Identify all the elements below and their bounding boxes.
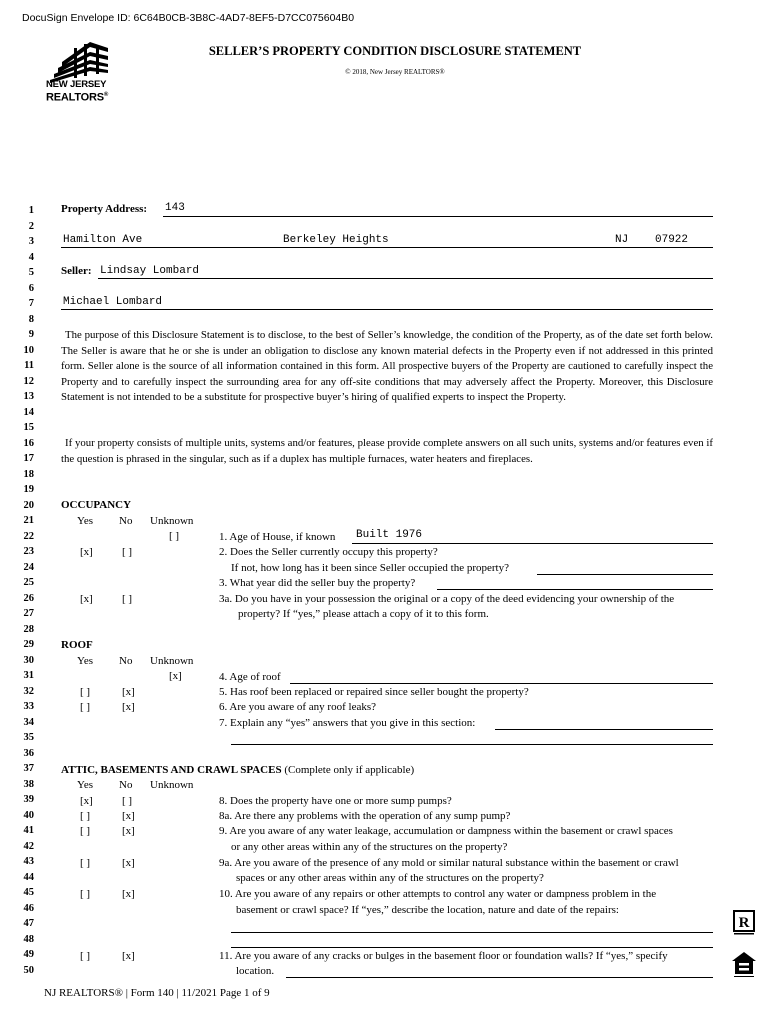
line-number: 34 (23, 716, 34, 728)
svg-text:R: R (738, 915, 750, 931)
q5-text: 5. Has roof been replaced or repaired since seller bought the property? (219, 686, 529, 698)
q9a2-text: spaces or any other areas within any of the structures on the property? (236, 872, 544, 884)
q8a-no-checkbox[interactable]: [x] (122, 810, 135, 822)
line-number: 35 (23, 732, 34, 743)
q8a-text: 8a. Are there any problems with the operation of any sump pump? (219, 810, 511, 822)
q8-no-checkbox[interactable]: [ ] (122, 795, 133, 807)
q9-text: 9. Are you aware of any water leakage, accumulation or dampness within the basement or crawl spaces (219, 825, 673, 837)
attic-unknown-header: Unknown (150, 779, 194, 791)
line-number: 33 (23, 701, 34, 712)
line-number: 17 (23, 453, 34, 464)
seller-label: Seller: (61, 265, 92, 277)
q9a-no-checkbox[interactable]: [x] (122, 857, 135, 869)
q10-text: 10. Are you aware of any repairs or other attempts to control any water or dampness problem in the (219, 888, 657, 900)
attic-no-header: No (119, 779, 133, 791)
occupancy-unknown-header: Unknown (150, 515, 194, 527)
line-number: 31 (23, 670, 34, 681)
line-number: 15 (23, 422, 34, 433)
q2-yes-checkbox[interactable]: [x] (80, 546, 93, 558)
seller2-field[interactable]: Michael Lombard (63, 296, 163, 308)
q3-text: 3. What year did the seller buy the property? (219, 577, 416, 589)
city-rule (61, 247, 713, 248)
multi-unit-paragraph: If your property consists of multiple units, systems and/or features, please provide complete answers on all such units, systems and/or features even if the question is phrased in the singular, such as if a duplex has multiple furnaces, water heaters and fireplaces. (61, 437, 713, 465)
line-number: 44 (23, 871, 34, 883)
line-number: 11 (24, 360, 34, 371)
address-town-field[interactable]: Berkeley Heights (283, 234, 389, 246)
line-number: 14 (23, 406, 34, 418)
line-number: 32 (23, 685, 34, 697)
line-number: 19 (23, 484, 34, 495)
address-state-field[interactable]: NJ (615, 234, 629, 246)
seller1-field[interactable]: Lindsay Lombard (100, 265, 200, 277)
roof-no-header: No (119, 655, 133, 667)
q2-text: 2. Does the Seller currently occupy this property? (219, 546, 438, 558)
line-number: 43 (23, 856, 34, 867)
q7-rule2 (231, 744, 713, 745)
q5-no-checkbox[interactable]: [x] (122, 686, 135, 698)
q6-text: 6. Are you aware of any roof leaks? (219, 701, 376, 713)
line-number: 2 (28, 220, 34, 232)
q6-no-checkbox[interactable]: [x] (122, 701, 135, 713)
line-number: 7 (28, 298, 34, 309)
address-city-field[interactable]: Hamilton Ave (63, 234, 143, 246)
equal-housing-icon (730, 950, 758, 978)
q1-unknown-checkbox[interactable]: [ ] (169, 530, 180, 542)
occupancy-yes-header: Yes (77, 515, 94, 527)
q10b-text: basement or crawl space? If “yes,” describe the location, nature and date of the repairs: (236, 904, 619, 916)
q4-unknown-checkbox[interactable]: [x] (169, 670, 182, 682)
line-number: 10 (23, 344, 34, 356)
line-number: 22 (23, 530, 34, 542)
line-number: 39 (23, 794, 34, 805)
line-number: 38 (23, 778, 34, 790)
q9a-yes-checkbox[interactable]: [ ] (80, 857, 91, 869)
attic-yes-header: Yes (77, 779, 94, 791)
line-number: 24 (23, 561, 34, 573)
line-number: 12 (23, 375, 34, 387)
seller-rule (98, 278, 713, 279)
q3a-no-checkbox[interactable]: [ ] (122, 593, 133, 605)
q5-yes-checkbox[interactable]: [ ] (80, 686, 91, 698)
line-number: 18 (23, 468, 34, 480)
line-number: 9 (28, 329, 34, 340)
line-number: 16 (23, 437, 34, 449)
line-number: 37 (23, 763, 34, 774)
line-number: 1 (28, 205, 34, 216)
q11b-text: location. (236, 965, 275, 977)
q8-yes-checkbox[interactable]: [x] (80, 795, 93, 807)
line-number: 46 (23, 902, 34, 914)
q8a-yes-checkbox[interactable]: [ ] (80, 810, 91, 822)
line-number: 41 (23, 825, 34, 836)
line-number: 40 (23, 809, 34, 821)
line-number: 42 (23, 840, 34, 852)
q2-no-checkbox[interactable]: [ ] (122, 546, 133, 558)
line-number: 23 (23, 546, 34, 557)
q4-text: 4. Age of roof (219, 671, 281, 683)
line-number: 13 (23, 391, 34, 402)
q3-rule (437, 589, 713, 590)
q11-rule (286, 977, 713, 978)
address-street-field[interactable]: 143 (165, 202, 185, 214)
line-number: 47 (23, 918, 34, 929)
line-number: 5 (28, 267, 34, 278)
line-number: 50 (23, 964, 34, 976)
address-rule (163, 216, 713, 217)
q11-yes-checkbox[interactable]: [ ] (80, 950, 91, 962)
q3a-text: 3a. Do you have in your possession the original or a copy of the deed evidencing your ownership of the (219, 593, 675, 605)
occupancy-no-header: No (119, 515, 133, 527)
q11-text: 11. Are you aware of any cracks or bulges in the basement floor or foundation walls? If “yes,” specify (219, 950, 668, 962)
q1-rule (352, 543, 713, 544)
logo-line2: REALTORS® (46, 91, 109, 104)
seller2-rule (61, 309, 713, 310)
occupancy-heading: OCCUPANCY (61, 499, 132, 511)
page-title: SELLER’S PROPERTY CONDITION DISCLOSURE STATEMENT (208, 44, 582, 58)
q4-rule (290, 683, 713, 684)
q8-text: 8. Does the property have one or more sump pumps? (219, 795, 452, 807)
page-footer: NJ REALTORS® | Form 140 | 11/2021 Page 1 of 9 (44, 987, 270, 999)
envelope-id: DocuSign Envelope ID: 6C64B0CB-3B8C-4AD7-8EF5-D7CC075604B0 (22, 12, 355, 24)
line-number: 25 (23, 577, 34, 588)
line-number: 6 (28, 282, 34, 294)
logo-line1: NEW JERSEY (46, 79, 107, 90)
line-number: 36 (23, 747, 34, 759)
line-number: 3 (28, 236, 34, 247)
line-number: 8 (28, 313, 34, 325)
q7-text: 7. Explain any “yes” answers that you give in this section: (219, 717, 476, 729)
q1-answer-field[interactable]: Built 1976 (356, 529, 423, 541)
realtor-r-icon (733, 910, 755, 936)
q9-no-checkbox[interactable]: [x] (122, 825, 135, 837)
roof-yes-header: Yes (77, 655, 94, 667)
line-number: 20 (23, 499, 34, 511)
attic-heading: ATTIC, BASEMENTS AND CRAWL SPACES (Complete only if applicable) (61, 764, 415, 776)
q10-rule1 (231, 932, 713, 933)
line-number: 30 (23, 654, 34, 666)
q2b-rule (537, 574, 713, 575)
line-number: 29 (23, 639, 34, 650)
intro-paragraph: The purpose of this Disclosure Statement is to disclose, to the best of Seller’s knowledge, the condition of the Property, as of the date set forth below. The Seller is aware that he or she is under an obligation to disclose any known material defects in the Property even if not addressed in this printed form. Seller alone is the source of all information contained in this form. All prospective buyers of the Property are cautioned to carefully inspect the Property and to carefully inspect the surrounding area for any off-site conditions that may adversely affect the Property. Moreover, this Disclosure Statement is not intended to be a substitute for prospective buyer’s hiring of qualified experts to inspect the Property. (61, 329, 713, 404)
line-number: 49 (23, 949, 34, 960)
q9-yes-checkbox[interactable]: [ ] (80, 825, 91, 837)
line-number: 45 (23, 887, 34, 898)
q6-yes-checkbox[interactable]: [ ] (80, 701, 91, 713)
line-number: 27 (23, 608, 34, 619)
copyright: © 2018, New Jersey REALTORS® (345, 68, 445, 76)
q3a2-text: property? If “yes,” please attach a copy of it to this form. (238, 608, 489, 620)
q1-text: 1. Age of House, if known (219, 531, 336, 543)
q2b-text: If not, how long has it been since Seller occupied the property? (231, 562, 509, 574)
line-number: 4 (28, 251, 34, 263)
roof-heading: ROOF (61, 639, 93, 651)
logo-text (46, 80, 108, 103)
q9a-text: 9a. Are you aware of the presence of any mold or similar natural substance within the basement or crawl (219, 857, 679, 869)
address-label: Property Address: (61, 203, 148, 215)
q11-no-checkbox[interactable]: [x] (122, 950, 135, 962)
line-number: 26 (23, 592, 34, 604)
roof-unknown-header: Unknown (150, 655, 194, 667)
address-zip-field[interactable]: 07922 (655, 234, 689, 246)
q10-no-checkbox[interactable]: [x] (122, 888, 135, 900)
line-number: 21 (23, 515, 34, 526)
q9b-text: or any other areas within any of the structures on the property? (231, 841, 508, 853)
line-number: 48 (23, 933, 34, 945)
q3a-yes-checkbox[interactable]: [x] (80, 593, 93, 605)
q10-yes-checkbox[interactable]: [ ] (80, 888, 91, 900)
q10-rule2 (231, 947, 713, 948)
q7-rule (495, 729, 713, 730)
line-number: 28 (23, 623, 34, 635)
